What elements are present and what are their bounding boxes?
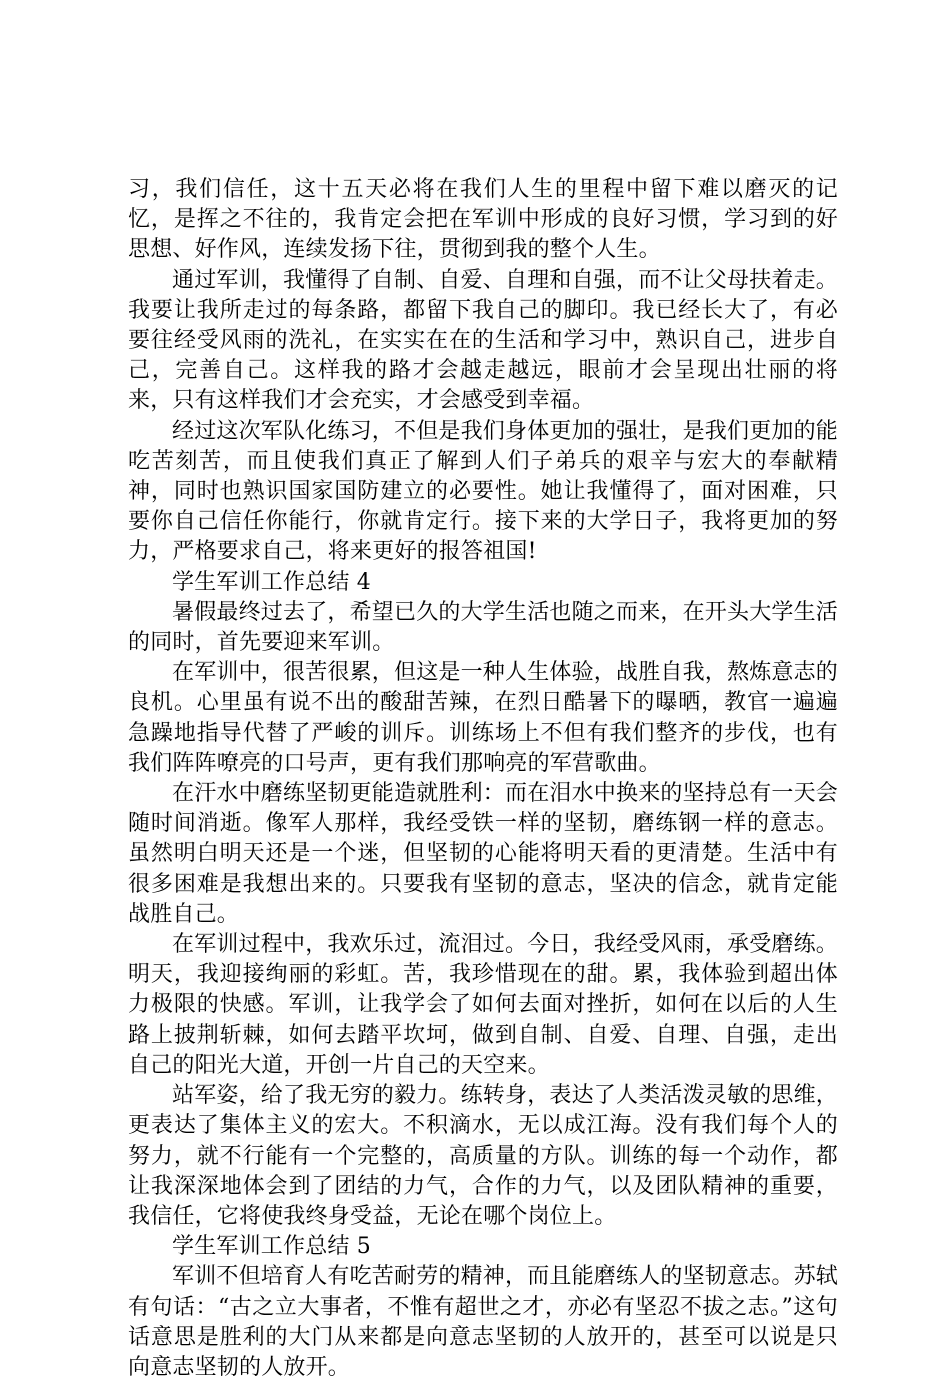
paragraph: 在军训过程中，我欢乐过，流泪过。今日，我经受风雨，承受磨练。明天，我迎接绚丽的彩虹。苦，我珍惜现在的甜。累，我体验到超出体力极限的快感。军训，让我学会了如何去面对挫折，如何在以后的人生路上披荆斩棘，如何去踏平坎坷，做到自制、自爱、自理、自强，走出自己的阳光大道，开创一片自己的天空来。	[128, 932, 839, 1078]
paragraph: 习，我们信任，这十五天必将在我们人生的里程中留下难以磨灭的记忆，是挥之不往的，我肯定会把在军训中形成的良好习惯，学习到的好思想、好作风，连续发扬下往，贯彻到我的整个人生。	[128, 177, 838, 263]
document-body	[128, 175, 838, 1383]
paragraph: 在汗水中磨练坚韧更能造就胜利：而在泪水中换来的坚持总有一天会随时间消逝。像军人那样，我经受铁一样的坚韧，磨练钢一样的意志。虽然明白明天还是一个迷，但坚韧的心能将明天看的更清楚。生活中有很多困难是我想出来的。只要我有坚韧的意志，坚决的信念，就肯定能战胜自己。	[128, 781, 839, 927]
paragraph: 通过军训，我懂得了自制、自爱、自理和自强，而不让父母扶着走。我要让我所走过的每条路，都留下我自己的脚印。我已经长大了，有必要往经受风雨的洗礼，在实实在在的生活和学习中，熟识自己，进步自己，完善自己。这样我的路才会越走越远，眼前才会呈现出壮丽的将来，只有这样我们才会充实，才会感受到幸福。	[128, 267, 839, 414]
section-heading: 学生军训工作总结 4	[172, 569, 371, 595]
section-heading: 学生军训工作总结 5	[172, 1234, 371, 1260]
paragraph: 军训不但培育人有吃苦耐劳的精神，而且能磨练人的坚韧意志。苏轼有句话：“古之立大事者，不惟有超世之才，亦必有坚忍不拔之志。”这句话意思是胜利的大门从来都是向意志坚韧的人放开的，甚至可以说是只向意志坚韧的人放开。	[128, 1264, 839, 1380]
paragraph: 在军训中，很苦很累，但这是一种人生体验，战胜自我，熬炼意志的良机。心里虽有说不出的酸甜苦辣，在烈日酷暑下的曝晒，教官一遍遍急躁地指导代替了严峻的训斥。训练场上不但有我们整齐的步伐，也有我们阵阵嘹亮的口号声，更有我们那响亮的军营歌曲。	[128, 660, 839, 776]
paragraph: 站军姿，给了我无穷的毅力。练转身，表达了人类活泼灵敏的思维，更表达了集体主义的宏大。不积滴水，无以成江海。没有我们每个人的努力，就不行能有一个完整的，高质量的方队。训练的每一个动作，都让我深深地体会到了团结的力气，合作的力气，以及团队精神的重要，我信任，它将使我终身受益，无论在哪个岗位上。	[128, 1083, 839, 1229]
paragraph: 经过这次军队化练习，不但是我们身体更加的强壮，是我们更加的能吃苦刻苦，而且使我们真正了解到人们子弟兵的艰辛与宏大的奉献精神，同时也熟识国家国防建立的必要性。她让我懂得了，面对困难，只要你自己信任你能行，你就肯定行。接下来的大学日子，我将更加的努力，严格要求自己，将来更好的报答祖国!	[128, 418, 839, 565]
paragraph: 暑假最终过去了，希望已久的大学生活也随之而来，在开头大学生活的同时，首先要迎来军训。	[128, 599, 839, 656]
